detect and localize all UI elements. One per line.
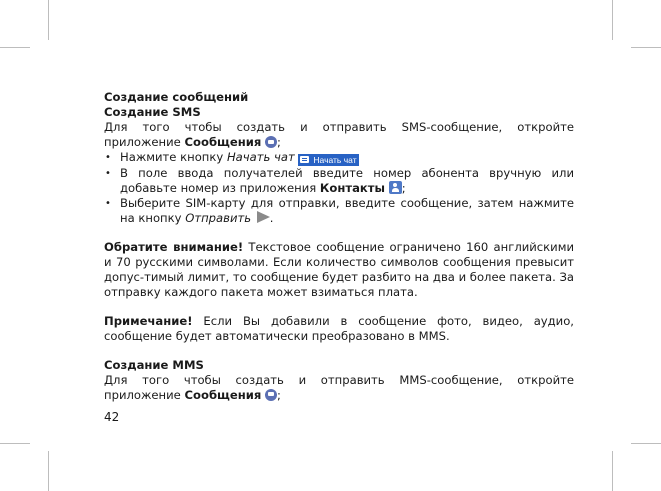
page-number: 42 (104, 410, 120, 424)
list-item: • В поле ввода получателей введите номер абонента вручную или добавьте номер из приложения Контакты ; (104, 166, 574, 196)
start-chat-button: Начать чат (298, 154, 358, 166)
contacts-app-icon (389, 181, 402, 194)
list-item: • Выберите SIM-карту для отправки, введите сообщение, затем нажмите на кнопку Отправить . (104, 196, 574, 226)
attention-label: Обратите внимание! (104, 239, 244, 254)
crop-mark (612, 0, 613, 40)
sms-heading: Создание SMS (104, 105, 201, 119)
messages-app-icon (265, 389, 277, 401)
section-title: Создание сообщений (104, 90, 249, 104)
messages-app-name: Сообщения (184, 387, 262, 402)
chat-bubble-icon (300, 156, 309, 163)
crop-mark (0, 443, 30, 444)
crop-mark (48, 0, 49, 40)
send-arrow-icon (257, 211, 270, 223)
mms-heading: Создание MMS (104, 357, 204, 372)
crop-mark (631, 443, 661, 444)
messages-app-icon (265, 136, 277, 148)
sms-intro: Для того чтобы создать и отправить SMS-сообщение, откройте приложение Сообщения ; (104, 120, 574, 149)
note-label: Примечание! (104, 313, 193, 328)
messages-app-name: Сообщения (184, 135, 262, 149)
crop-mark (612, 451, 613, 491)
mms-intro: Для того чтобы создать и отправить MMS-сообщение, откройте приложение Сообщения ; (104, 372, 574, 402)
attention-paragraph: Обратите внимание! Текстовое сообщение ограничено 160 английскими и 70 русскими символами. Если количество символов сообщения превысит допус-тимый лимит, то сообщение будет разбито на два и более пакета. За отправку каждого пакета может взиматься плата. (104, 239, 574, 299)
sms-steps-list (104, 150, 574, 226)
page-content (104, 90, 574, 403)
list-item: • Нажмите кнопку Начать чат Начать чат (104, 150, 574, 166)
crop-mark (631, 47, 661, 48)
crop-mark (48, 451, 49, 491)
note-paragraph: Примечание! Если Вы добавили в сообщение фото, видео, аудио, сообщение будет автоматически преобразовано в MMS. (104, 313, 574, 343)
crop-mark (0, 47, 30, 48)
